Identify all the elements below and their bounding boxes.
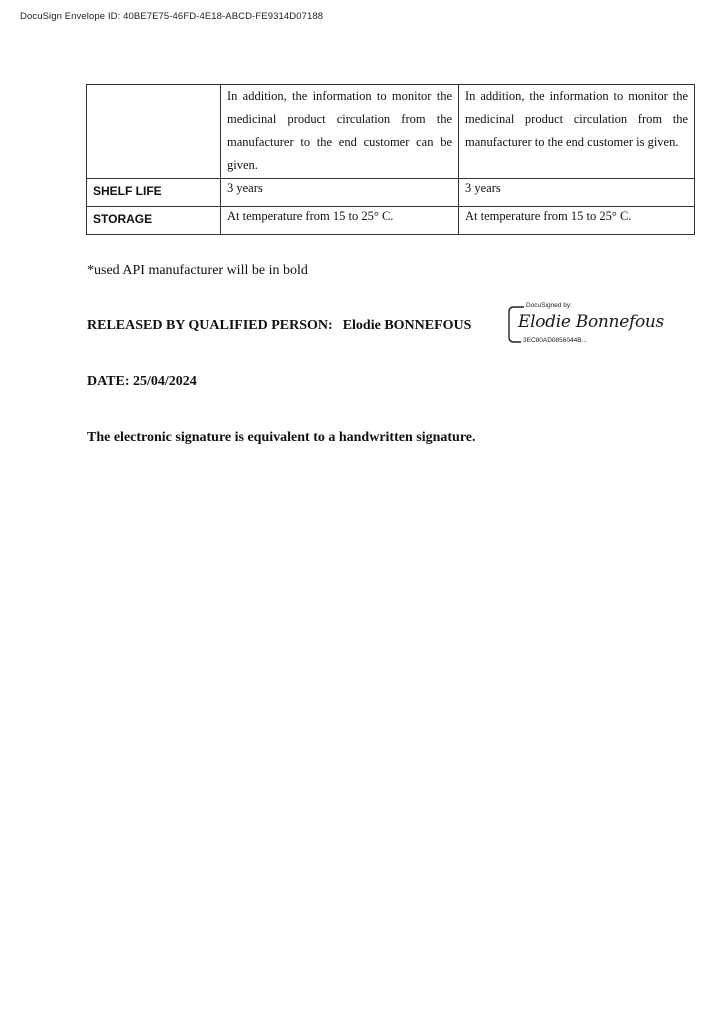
row-label-cell xyxy=(87,85,221,179)
envelope-id: DocuSign Envelope ID: 40BE7E75-46FD-4E18-ABCD-FE9314D07188 xyxy=(20,11,324,22)
cell-text: At temperature from 15 to 25° C. xyxy=(465,209,632,223)
table-row xyxy=(87,207,695,235)
table-row xyxy=(87,179,695,207)
table-cell xyxy=(221,179,459,207)
release-line xyxy=(87,318,471,334)
cell-text: At temperature from 15 to 25° C. xyxy=(227,209,394,223)
signature-statement: The electronic signature is equivalent to a handwritten signature. xyxy=(87,430,476,445)
table-cell xyxy=(459,85,695,179)
table-cell xyxy=(459,179,695,207)
release-label: RELEASED BY QUALIFIED PERSON: xyxy=(87,318,333,333)
cell-text: In addition, the information to monitor the medicinal product circulation from the manufacturer to the end customer can be given. xyxy=(227,89,452,172)
signature-header: DocuSigned by: xyxy=(526,302,572,309)
handwritten-signature: Elodie Bonnefous xyxy=(518,312,664,332)
table-cell xyxy=(221,85,459,179)
qualified-person-name: Elodie BONNEFOUS xyxy=(342,318,472,333)
row-label-cell xyxy=(87,179,221,207)
row-label-cell xyxy=(87,207,221,235)
footnote: *used API manufacturer will be in bold xyxy=(87,263,308,278)
cell-text: 3 years xyxy=(465,181,501,195)
specification-table xyxy=(86,84,695,235)
row-label: STORAGE xyxy=(93,212,153,226)
row-label xyxy=(93,85,214,88)
cell-text: 3 years xyxy=(227,181,263,195)
row-label: SHELF LIFE xyxy=(93,184,162,198)
release-date: DATE: 25/04/2024 xyxy=(87,374,197,389)
table-cell xyxy=(221,207,459,235)
cell-text: In addition, the information to monitor the medicinal product circulation from the manufacturer to the end customer is given. xyxy=(465,89,688,149)
table-cell xyxy=(459,207,695,235)
table-row xyxy=(87,85,695,179)
signature-hash: 3EC80AD0856044B... xyxy=(523,337,587,344)
